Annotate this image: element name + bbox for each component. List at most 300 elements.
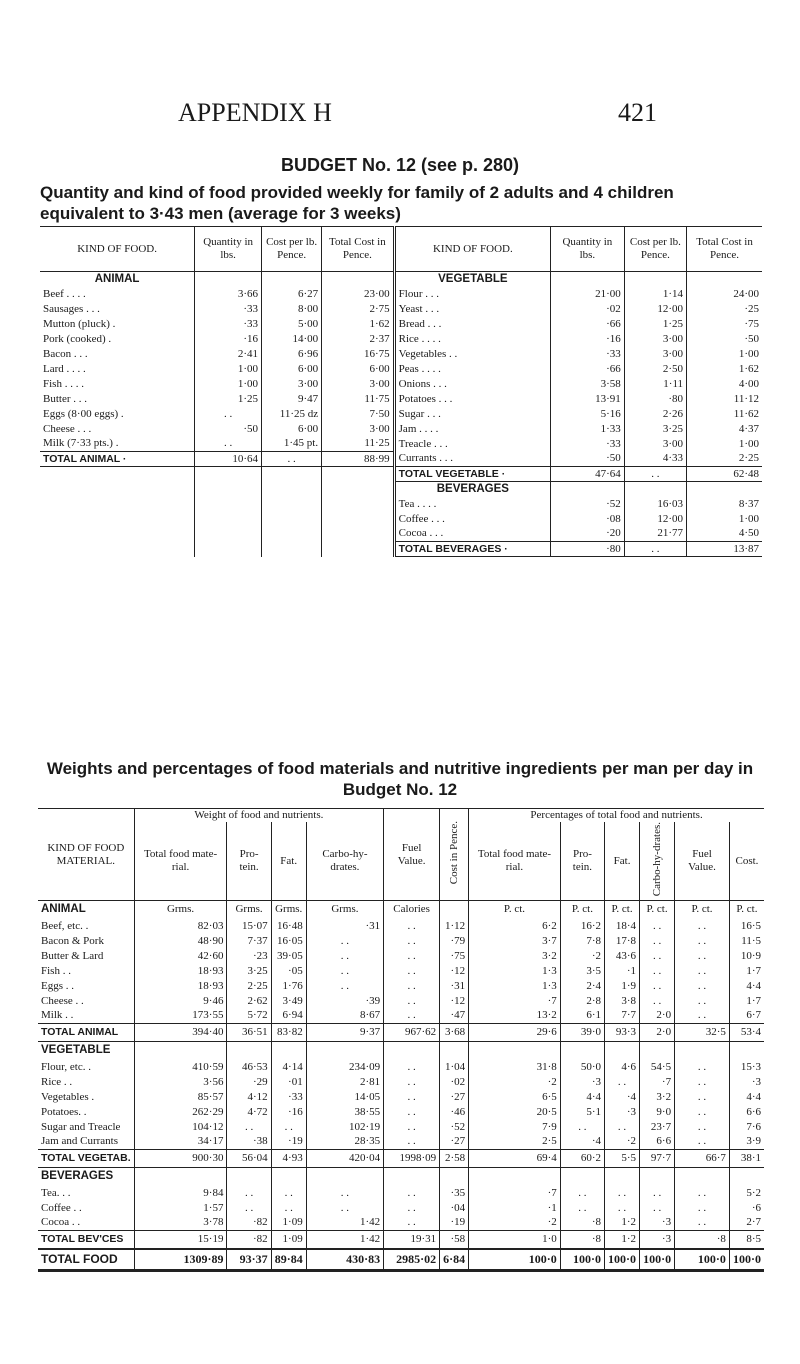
table1-row — [40, 452, 762, 467]
table2-value: . . — [227, 1201, 271, 1216]
table1-row — [40, 272, 762, 287]
table2-food-name: Fish . . — [41, 964, 71, 977]
table1-value: 3·00 — [262, 377, 322, 392]
table2-unit-label — [271, 1168, 306, 1186]
table1-food-name: Onions . . . — [394, 377, 550, 392]
table2-value: . . — [605, 1201, 640, 1216]
table2-value: 18·93 — [134, 964, 227, 979]
table1-value: 6·00 — [262, 362, 322, 377]
table2-value: 39·05 — [271, 949, 306, 964]
table2-grand-total-value: 100·0 — [640, 1249, 675, 1271]
table1-value: 3·00 — [322, 422, 395, 437]
table2-value: ·02 — [440, 1075, 469, 1090]
table2-value: . . — [384, 1105, 440, 1120]
table2-food-name: Butter & Lard — [41, 949, 104, 962]
table2-header-cell — [440, 809, 469, 901]
table1-value: 1·25 — [624, 317, 686, 332]
table1-header-cell: Total Cost in Pence. — [687, 227, 762, 272]
table1-value: 3·25 — [624, 422, 686, 437]
weekly-food-table — [40, 226, 762, 557]
table2-value: . . — [306, 979, 383, 994]
table2-value: 34·17 — [134, 1135, 227, 1150]
table2-group-header-row — [38, 809, 764, 823]
table1-header-cell: KIND OF FOOD. — [394, 227, 550, 272]
table1-empty-cell — [322, 542, 395, 557]
table1-value: 12·00 — [624, 302, 686, 317]
table1-value: ·80 — [624, 392, 686, 407]
table2-value: 3·9 — [729, 1135, 764, 1150]
table2-total-value: 36·51 — [227, 1024, 271, 1042]
table2-value: 85·57 — [134, 1090, 227, 1105]
table1-value: ·33 — [551, 347, 625, 362]
table2-value: . . — [675, 1105, 730, 1120]
table1-empty-cell — [40, 497, 195, 512]
table2-total-value: 1·42 — [306, 1231, 383, 1250]
table2-value: . . — [560, 1201, 604, 1216]
table2-value: ·52 — [440, 1120, 469, 1135]
table1-empty-cell — [262, 542, 322, 557]
table2-unit-label: P. ct. — [560, 901, 604, 919]
table2-value: ·35 — [440, 1186, 469, 1201]
table2-value: . . — [640, 964, 675, 979]
table1-empty-cell — [40, 482, 195, 497]
table2-grand-total-row — [38, 1249, 764, 1271]
table2-value: . . — [384, 979, 440, 994]
table2-value: 1·12 — [440, 919, 469, 934]
table2-grand-total-value: 1309·89 — [134, 1249, 227, 1271]
table2-value: . . — [271, 1201, 306, 1216]
table1-empty-cell — [262, 527, 322, 542]
table2-value: . . — [384, 994, 440, 1009]
table2-value: 4·14 — [271, 1060, 306, 1075]
table2-carbo-label: Carbo-hy-drates. — [650, 822, 663, 897]
table2-section-heading: VEGETABLE — [41, 1044, 111, 1057]
table2-value: ·2 — [469, 1216, 561, 1231]
table2-header-cell: Total food mate-rial. — [134, 822, 227, 901]
table2-total-value: 1·0 — [469, 1231, 561, 1250]
table1-food-name: Cheese . . . — [43, 422, 92, 435]
table1-value: 3·00 — [624, 437, 686, 452]
table2-header-cell: Fat. — [605, 822, 640, 901]
table1-row — [40, 497, 762, 512]
table1-value: 3·58 — [551, 377, 625, 392]
table2-food-name: Jam and Currants — [41, 1135, 118, 1148]
table2-value: . . — [675, 1060, 730, 1075]
table2-unit-label — [306, 1042, 383, 1060]
table2-value: 2·81 — [306, 1075, 383, 1090]
table2-value: ·27 — [440, 1135, 469, 1150]
table2-total-value: 967·62 — [384, 1024, 440, 1042]
table1-food-name: Vegetables . . — [394, 347, 550, 362]
table1-value: . . — [262, 452, 322, 467]
table1-row — [40, 332, 762, 347]
table2-value: 3·2 — [469, 949, 561, 964]
table2-value: 43·6 — [605, 949, 640, 964]
table2-food-name: Milk . . — [41, 1009, 74, 1022]
table1-empty-cell — [687, 272, 762, 287]
table2-value: 1·2 — [605, 1216, 640, 1231]
table2-value: 6·5 — [469, 1090, 561, 1105]
table2-food-name: Cheese . . — [41, 994, 84, 1007]
table2-total-label: TOTAL BEV'CES — [38, 1231, 134, 1250]
table2-value: ·6 — [729, 1201, 764, 1216]
table2-unit-label — [384, 1168, 440, 1186]
table2-section-row — [38, 1168, 764, 1186]
table2-value: . . — [227, 1186, 271, 1201]
table2-section-row — [38, 1042, 764, 1060]
table2-unit-label — [469, 1168, 561, 1186]
table2-value: 1·7 — [729, 994, 764, 1009]
table2-value: 82·03 — [134, 919, 227, 934]
table2-value: 7·7 — [605, 1009, 640, 1024]
table1-header-cell: Cost per lb. Pence. — [262, 227, 322, 272]
table2-value: . . — [560, 1186, 604, 1201]
table2-total-value: ·58 — [440, 1231, 469, 1250]
table2-value: . . — [640, 949, 675, 964]
table1-value: 5·00 — [262, 317, 322, 332]
table2-value: ·2 — [560, 949, 604, 964]
table2-value: . . — [384, 1075, 440, 1090]
table1-empty-cell — [262, 512, 322, 527]
table1-value: . . — [624, 542, 686, 557]
table2-unit-label — [227, 1042, 271, 1060]
table2-value: ·7 — [469, 994, 561, 1009]
table2-cost-pence-label: Cost in Pence. — [447, 820, 460, 885]
table2-header-cell — [640, 822, 675, 901]
table2-grand-total-value: 430·83 — [306, 1249, 383, 1271]
table1-value: 4·33 — [624, 452, 686, 467]
table2-value: 5·2 — [729, 1186, 764, 1201]
table2-value: . . — [384, 1060, 440, 1075]
table2-value: 4·6 — [605, 1060, 640, 1075]
table2-value: 46·53 — [227, 1060, 271, 1075]
table1-value: 6·00 — [322, 362, 395, 377]
table2-value: ·75 — [440, 949, 469, 964]
table1-empty-cell — [40, 512, 195, 527]
table1-value: . . — [195, 437, 262, 452]
table1-value: 1·00 — [195, 377, 262, 392]
table2-total-value: 3·68 — [440, 1024, 469, 1042]
table2-value: 11·5 — [729, 934, 764, 949]
table2-grand-total-value: 2985·02 — [384, 1249, 440, 1271]
table2-value: ·2 — [605, 1135, 640, 1150]
table2-total-value: 53·4 — [729, 1024, 764, 1042]
table2-value: . . — [605, 1120, 640, 1135]
table1-food-name: Butter . . . — [43, 392, 87, 405]
table1-value: 8·00 — [262, 302, 322, 317]
table2-value: 23·7 — [640, 1120, 675, 1135]
table2-value: ·04 — [440, 1201, 469, 1216]
table1-value: ·66 — [551, 362, 625, 377]
table2-total-value: 2·58 — [440, 1150, 469, 1168]
table2-value: ·7 — [469, 1186, 561, 1201]
table1-value: ·02 — [551, 302, 625, 317]
table2-value: ·33 — [271, 1090, 306, 1105]
table1-food-name: Fish . . . . — [43, 377, 84, 390]
table2-value: 104·12 — [134, 1120, 227, 1135]
table2-value: 173·55 — [134, 1009, 227, 1024]
table2-value: 16·05 — [271, 934, 306, 949]
table2-value: ·19 — [440, 1216, 469, 1231]
table2-value: ·4 — [605, 1090, 640, 1105]
table1-value: 21·77 — [624, 527, 686, 542]
table2-value: ·79 — [440, 934, 469, 949]
table2-value: . . — [675, 994, 730, 1009]
table2-row — [38, 919, 764, 934]
table2-unit-label — [271, 1042, 306, 1060]
table1-empty-cell — [195, 272, 262, 287]
table1-empty-cell — [262, 482, 322, 497]
table2-value: . . — [675, 1120, 730, 1135]
table1-value: 88·99 — [322, 452, 395, 467]
table1-food-name: Milk (7·33 pts.) . — [43, 437, 119, 450]
table2-value: ·47 — [440, 1009, 469, 1024]
table1-value: 2·75 — [322, 302, 395, 317]
table2-header-cell: Pro-tein. — [560, 822, 604, 901]
table1-value: ·50 — [195, 422, 262, 437]
table2-value: . . — [384, 1201, 440, 1216]
table2-row — [38, 994, 764, 1009]
table2-value: 20·5 — [469, 1105, 561, 1120]
table2-value: . . — [675, 1009, 730, 1024]
table1-empty-cell — [195, 542, 262, 557]
table1-row — [40, 347, 762, 362]
table2-unit-label — [440, 901, 469, 919]
table1-food-name: Rice . . . . — [394, 332, 550, 347]
table2-value: . . — [227, 1120, 271, 1135]
table1-value: 16·75 — [322, 347, 395, 362]
table2-value: . . — [384, 949, 440, 964]
table2-value: . . — [306, 1186, 383, 1201]
table2-value: 5·1 — [560, 1105, 604, 1120]
table1-food-name: Currants . . . — [394, 452, 550, 467]
table1-value: 7·50 — [322, 407, 395, 422]
table2-value: . . — [675, 1075, 730, 1090]
table2-row — [38, 1075, 764, 1090]
table1-food-name: Bread . . . — [394, 317, 550, 332]
table1-value: 13·87 — [687, 542, 762, 557]
table2-total-row — [38, 1231, 764, 1250]
table1-header-cell: Quantity in lbs. — [195, 227, 262, 272]
table2-value: 6·1 — [560, 1009, 604, 1024]
table2-value: 1·42 — [306, 1216, 383, 1231]
table2-value: ·4 — [560, 1135, 604, 1150]
table2-value: ·16 — [271, 1105, 306, 1120]
table2-value: . . — [560, 1120, 604, 1135]
table2-value: . . — [306, 1201, 383, 1216]
table1-empty-cell — [624, 272, 686, 287]
table2-value: 17·8 — [605, 934, 640, 949]
table1-header-cell: Total Cost in Pence. — [322, 227, 395, 272]
table2-row — [38, 934, 764, 949]
table2-unit-label: P. ct. — [640, 901, 675, 919]
table2-food-name: Eggs . . — [41, 979, 74, 992]
table1-empty-cell — [195, 497, 262, 512]
table1-value: 6·27 — [262, 287, 322, 302]
table1-value: ·52 — [551, 497, 625, 512]
table2-value: 410·59 — [134, 1060, 227, 1075]
table2-value: 5·72 — [227, 1009, 271, 1024]
table2-value: . . — [675, 1186, 730, 1201]
table2-row — [38, 1135, 764, 1150]
budget-title: BUDGET No. 12 (see p. 280) — [280, 155, 520, 175]
table2-value: ·1 — [605, 964, 640, 979]
table1-empty-cell — [40, 527, 195, 542]
table1-value: 21·00 — [551, 287, 625, 302]
table1-value: ·80 — [551, 542, 625, 557]
table2-value: 6·7 — [729, 1009, 764, 1024]
table2-total-value: 93·3 — [605, 1024, 640, 1042]
table2-row — [38, 1216, 764, 1231]
table2-unit-label — [227, 1168, 271, 1186]
table2-header-cell: Fat. — [271, 822, 306, 901]
table2-value: 1·76 — [271, 979, 306, 994]
table2-total-value: 97·7 — [640, 1150, 675, 1168]
table1-empty-cell — [195, 512, 262, 527]
table1-food-name: Peas . . . . — [394, 362, 550, 377]
table1-row — [40, 317, 762, 332]
table2-food-name: Potatoes. . — [41, 1105, 87, 1118]
table2-value: ·46 — [440, 1105, 469, 1120]
table2-value: ·19 — [271, 1135, 306, 1150]
table1-header-cell: KIND OF FOOD. — [40, 227, 195, 272]
appendix-title: APPENDIX H — [178, 98, 332, 127]
table1-row — [40, 542, 762, 557]
table1-value: 1·33 — [551, 422, 625, 437]
table2-unit-label — [560, 1042, 604, 1060]
table1-value: 3·00 — [322, 377, 395, 392]
table1-row — [40, 377, 762, 392]
table1-food-name: Sausages . . . — [43, 302, 100, 315]
table2-value: . . — [384, 919, 440, 934]
budget-subtitle: Quantity and kind of food provided weekly for family of 2 adults and 4 children equivalent to 3·43 men (average for 3 weeks) — [40, 183, 674, 223]
table1-header-cell: Cost per lb. Pence. — [624, 227, 686, 272]
table2-value: . . — [306, 949, 383, 964]
table2-value: 2·5 — [469, 1135, 561, 1150]
table1-header-row — [40, 227, 762, 272]
table2-total-label: TOTAL VEGETAB. — [38, 1150, 134, 1168]
table2-value: 3·5 — [560, 964, 604, 979]
table2-value: 2·62 — [227, 994, 271, 1009]
table1-food-name: TOTAL VEGETABLE · — [394, 467, 550, 482]
table2-total-value: 420·04 — [306, 1150, 383, 1168]
table1-value: 1·00 — [687, 512, 762, 527]
table2-value: 3·49 — [271, 994, 306, 1009]
table2-value: 13·2 — [469, 1009, 561, 1024]
table2-value: . . — [675, 964, 730, 979]
table2-unit-label — [560, 1168, 604, 1186]
table2-value: . . — [640, 994, 675, 1009]
table2-total-value: ·8 — [675, 1231, 730, 1250]
table1-value: ·08 — [551, 512, 625, 527]
table1-food-name: TOTAL BEVERAGES · — [394, 542, 550, 557]
table1-value: 2·25 — [687, 452, 762, 467]
table1-row — [40, 287, 762, 302]
table1-empty-cell — [322, 482, 395, 497]
table2-value: 102·19 — [306, 1120, 383, 1135]
table2-value: ·31 — [440, 979, 469, 994]
table2-unit-label: Grms. — [134, 901, 227, 919]
table2-value: 7·6 — [729, 1120, 764, 1135]
table2-row — [38, 1120, 764, 1135]
table1-value: 3·00 — [624, 347, 686, 362]
table1-empty-cell — [322, 497, 395, 512]
table2-unit-label — [440, 1168, 469, 1186]
table2-grand-total-value: 100·0 — [469, 1249, 561, 1271]
table2-header-cell: Cost. — [729, 822, 764, 901]
table1-value: ·16 — [195, 332, 262, 347]
table2-food-name: Flour, etc. . — [41, 1060, 91, 1073]
table2-value: 1·9 — [605, 979, 640, 994]
table2-value: 3·25 — [227, 964, 271, 979]
table2-value: . . — [384, 1120, 440, 1135]
table1-empty-cell — [322, 512, 395, 527]
table1-value: 14·00 — [262, 332, 322, 347]
table1-value: ·33 — [551, 437, 625, 452]
table1-value: 1·62 — [687, 362, 762, 377]
table2-total-value: 83·82 — [271, 1024, 306, 1042]
table2-value: . . — [384, 1186, 440, 1201]
table2-total-value: 39·0 — [560, 1024, 604, 1042]
table2-value: ·01 — [271, 1075, 306, 1090]
table2-total-value: ·82 — [227, 1231, 271, 1250]
table1-empty-cell — [262, 272, 322, 287]
table2-kind-header: KIND OF FOOD MATERIAL. — [38, 809, 134, 901]
table2-total-value: 15·19 — [134, 1231, 227, 1250]
table1-row — [40, 302, 762, 317]
table1-section-heading: BEVERAGES — [394, 482, 550, 497]
table2-value: 1·3 — [469, 964, 561, 979]
table1-value: 4·00 — [687, 377, 762, 392]
table1-food-name: Coffee . . . — [394, 512, 550, 527]
nutrients-table — [38, 808, 764, 1272]
table2-value: . . — [384, 964, 440, 979]
table2-total-value: 394·40 — [134, 1024, 227, 1042]
table1-value: ·33 — [195, 317, 262, 332]
table2-food-name: Coffee . . — [41, 1201, 82, 1214]
table1-food-name: Bacon . . . — [43, 347, 88, 360]
table2-value: 3·2 — [640, 1090, 675, 1105]
weights-subtitle: Weights and percentages of food materials and nutritive ingredients per man per day in Budget No. 12 — [46, 759, 754, 799]
table2-value: 4·4 — [560, 1090, 604, 1105]
table1-food-name: Sugar . . . — [394, 407, 550, 422]
table1-value: 1·11 — [624, 377, 686, 392]
table2-value: 4·12 — [227, 1090, 271, 1105]
table1-value: 12·00 — [624, 512, 686, 527]
table1-value: 4·37 — [687, 422, 762, 437]
table1-value: 1·14 — [624, 287, 686, 302]
table1-value: 6·96 — [262, 347, 322, 362]
table2-value: ·23 — [227, 949, 271, 964]
table2-value: 15·07 — [227, 919, 271, 934]
table1-row — [40, 527, 762, 542]
table1-value: 5·16 — [551, 407, 625, 422]
table2-food-name: Rice . . — [41, 1075, 73, 1088]
table2-total-value: 5·5 — [605, 1150, 640, 1168]
table2-total-value: 29·6 — [469, 1024, 561, 1042]
table2-value: ·27 — [440, 1090, 469, 1105]
table2-grand-total-value: 6·84 — [440, 1249, 469, 1271]
table1-value: 11·62 — [687, 407, 762, 422]
table1-header-cell: Quantity in lbs. — [551, 227, 625, 272]
table2-value: 3·78 — [134, 1216, 227, 1231]
table1-value: ·75 — [687, 317, 762, 332]
table2-total-value: 69·4 — [469, 1150, 561, 1168]
table2-total-value: 4·93 — [271, 1150, 306, 1168]
table2-section-heading: BEVERAGES — [41, 1170, 114, 1183]
table2-value: 4·4 — [729, 979, 764, 994]
table2-value: 42·60 — [134, 949, 227, 964]
